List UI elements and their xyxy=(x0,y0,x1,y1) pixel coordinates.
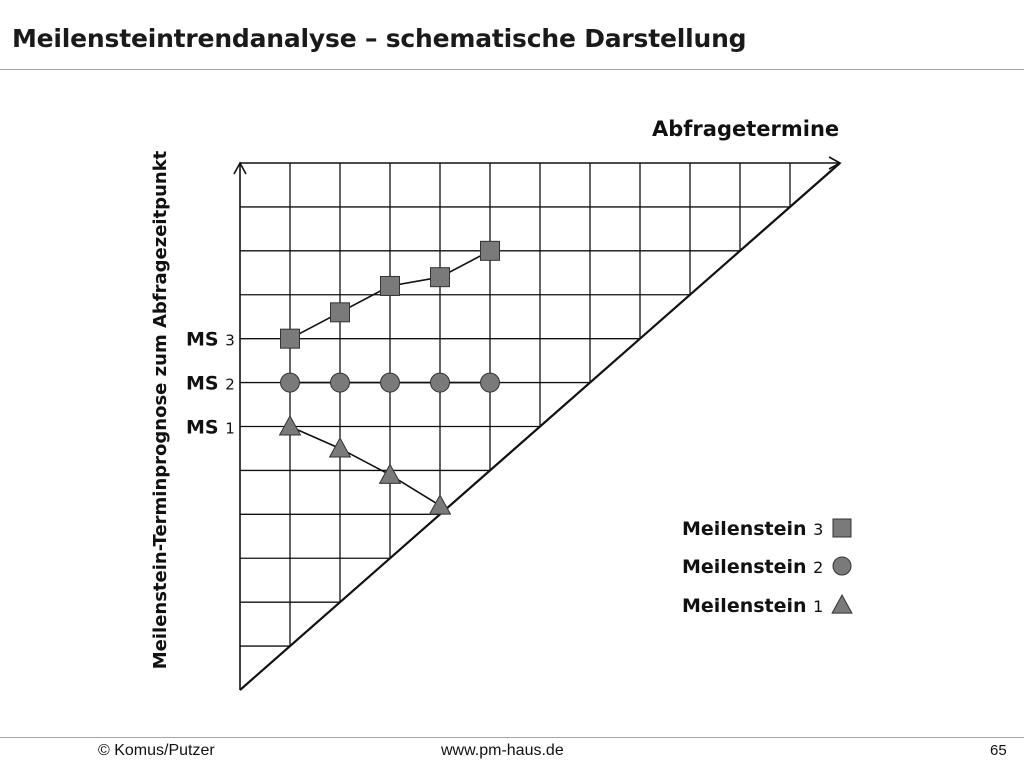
legend-square-icon xyxy=(833,519,851,537)
series-line xyxy=(290,427,440,506)
series xyxy=(280,241,500,514)
data-point-circle xyxy=(331,373,350,392)
legend-label: Meilenstein 2 xyxy=(682,556,824,578)
data-point-circle xyxy=(381,373,400,392)
footer-website: www.pm-haus.de xyxy=(441,742,564,759)
footer-divider xyxy=(0,737,1024,738)
data-point-circle xyxy=(281,373,300,392)
legend-circle-icon xyxy=(833,557,851,575)
legend xyxy=(682,518,852,617)
data-point-circle xyxy=(481,373,500,392)
data-point-triangle xyxy=(330,438,351,457)
data-point-circle xyxy=(431,373,450,392)
footer-copyright: © Komus/Putzer xyxy=(98,742,215,759)
legend-triangle-icon xyxy=(832,595,852,613)
data-point-square xyxy=(331,303,350,322)
legend-label: Meilenstein 1 xyxy=(682,595,824,617)
data-point-square xyxy=(281,329,300,348)
data-point-triangle xyxy=(380,464,401,483)
y-axis-label: Meilenstein-Terminprognose zum Abfragezeitpunkt xyxy=(150,150,171,670)
slide-title: Meilensteintrendanalyse – schematische Darstellung xyxy=(12,24,747,53)
row-label: MS 1 xyxy=(186,416,235,439)
series-circle xyxy=(281,373,500,392)
row-label: MS 3 xyxy=(186,328,235,351)
data-point-square xyxy=(381,276,400,295)
data-point-triangle xyxy=(280,416,301,435)
legend-label: Meilenstein 3 xyxy=(682,518,824,540)
data-point-triangle xyxy=(430,495,451,514)
x-axis-label: Abfragetermine xyxy=(652,117,840,141)
data-point-square xyxy=(481,241,500,260)
page-number: 65 xyxy=(990,742,1007,759)
data-point-square xyxy=(431,268,450,287)
row-label: MS 2 xyxy=(186,372,235,395)
series-triangle xyxy=(280,416,451,514)
row-labels xyxy=(186,329,235,439)
